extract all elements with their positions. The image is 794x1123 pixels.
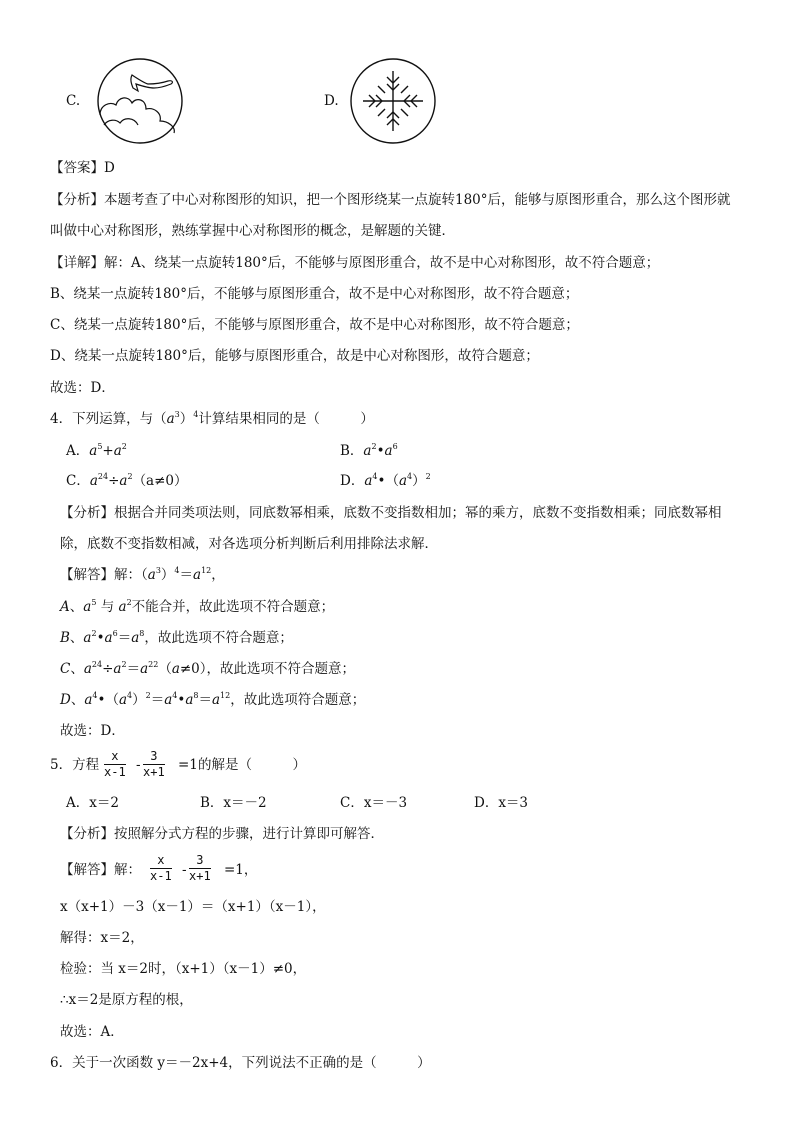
q5-solution-head: 【解答】解：	[60, 862, 141, 878]
q3-choose: 故选：D．	[50, 380, 115, 396]
q3-answer: 【答案】D	[50, 160, 115, 176]
option-d-label: D.	[324, 93, 339, 109]
q5-step2: 解得：x＝2，	[60, 930, 144, 946]
fraction-numerator: x	[150, 853, 172, 869]
q4-analysis-line2: 除，底数不变指数相减，对各选项分析判断后利用排除法求解．	[60, 536, 438, 552]
fraction-denominator: x-1	[150, 869, 172, 883]
fraction-numerator: x	[104, 749, 126, 765]
minus-sign: -	[182, 862, 187, 878]
q3-detail-c: C、绕某一点旋转180°后，不能够与原图形重合，故不是中心对称图形，故不符合题意；	[50, 317, 579, 333]
snowflake-figure	[348, 57, 438, 145]
q5-fraction-2	[143, 749, 165, 780]
bird-cloud-figure	[94, 57, 186, 145]
q5-analysis: 【分析】按照解分式方程的步骤，进行计算即可解答．	[60, 826, 384, 842]
q5-equals-one: =1	[178, 757, 198, 773]
q5-option-d: D．x＝3	[474, 795, 529, 811]
q5-choose: 故选：A．	[60, 1024, 124, 1040]
option-c-label: C.	[66, 93, 81, 109]
fraction-numerator: 3	[189, 853, 211, 869]
q4-option-a: A．$a^5+a^2$	[66, 442, 127, 459]
q3-detail-a: 【详解】解：A、绕某一点旋转180°后，不能够与原图形重合，故不是中心对称图形，故不符合题意；	[50, 255, 660, 271]
q5-option-a: A．x＝2	[66, 795, 119, 811]
q4-solution-c: C、$a^{24}\div a^2=a^{22}(a\ne 0)$，故此选项不符合题意；	[60, 660, 356, 677]
q5-fraction-1	[104, 749, 126, 780]
q4-solution-head: 【解答】解：$(a^3)^4=a^{12}$，	[60, 566, 225, 583]
fraction-denominator: x+1	[143, 765, 165, 779]
q3-detail-b: B、绕某一点旋转180°后，不能够与原图形重合，故不是中心对称图形，故不符合题意；	[50, 286, 579, 302]
q5-option-c: C．x＝－3	[340, 795, 408, 811]
q4-choose: 故选：D．	[60, 723, 125, 739]
q3-analysis-line2: 叫做中心对称图形，熟练掌握中心对称图形的概念，是解题的关键．	[50, 223, 455, 239]
q5-solution-equals: =1，	[224, 862, 258, 878]
fraction-numerator: 3	[143, 749, 165, 765]
q4-option-b: B．$a^2•a^6$	[340, 442, 398, 459]
q4-solution-a: A、$a^5$ 与 $a^2$不能合并，故此选项不符合题意；	[60, 598, 335, 615]
q4-option-c: C．$a^{24}\div a^2(a\ne 0)$	[66, 472, 188, 489]
q5-stem-start: 5．方程	[50, 757, 100, 773]
q5-option-b: B．x＝－2	[200, 795, 267, 811]
q4-analysis-line1: 【分析】根据合并同类项法则，同底数幂相乘，底数不变指数相加；幂的乘方，底数不变指数相乘；同底数幂相	[60, 505, 722, 521]
q5-step4: ∴x＝2是原方程的根，	[60, 992, 193, 1008]
q3-detail-d: D、绕某一点旋转180°后，能够与原图形重合，故是中心对称图形，故符合题意；	[50, 348, 539, 364]
q4-solution-d: D、$a^4•(a^4)^2=a^4•a^8=a^{12}$，故此选项符合题意；	[60, 691, 366, 708]
q5-stem-end: 的解是（ ）	[198, 757, 306, 773]
q6-stem: 6．关于一次函数 y＝－2x+4，下列说法不正确的是（ ）	[50, 1055, 431, 1071]
q4-stem: 4．下列运算，与$(a^3)^4$计算结果相同的是（ ）	[50, 410, 374, 427]
q5-step3: 检验：当 x＝2时，（x+1）（x－1）≠0，	[60, 961, 307, 977]
q5-step1: x（x+1）－3（x－1）＝（x+1）（x－1），	[60, 899, 326, 915]
q4-solution-b: B、$a^2•a^6=a^8$，故此选项不符合题意；	[60, 629, 293, 646]
q5-solution-fraction-2	[189, 853, 211, 884]
q3-analysis-line1: 【分析】本题考查了中心对称图形的知识，把一个图形绕某一点旋转180°后，能够与原图形重合，那么这个图形就	[50, 192, 731, 208]
minus-sign: -	[136, 757, 141, 773]
fraction-denominator: x-1	[104, 765, 126, 779]
q5-solution-fraction-1	[150, 853, 172, 884]
fraction-denominator: x+1	[189, 869, 211, 883]
q4-option-d: D．$a^4•(a^4)^2$	[340, 472, 431, 489]
